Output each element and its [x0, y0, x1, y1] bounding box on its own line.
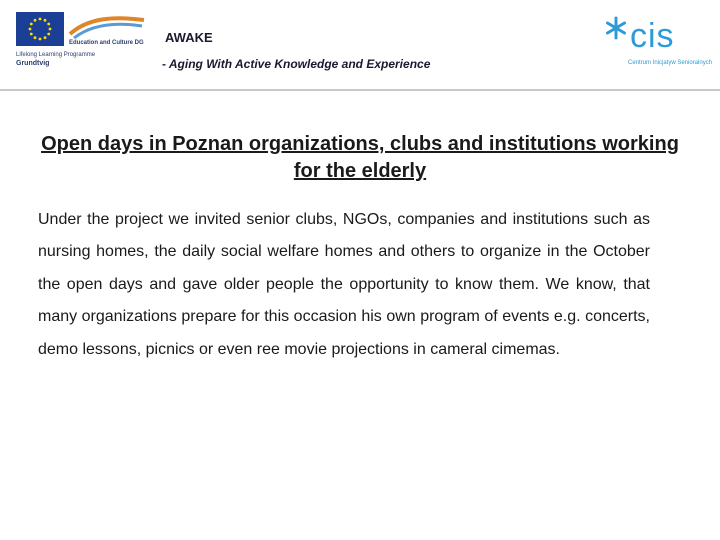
programme-name: Lifelong Learning Programme [16, 52, 96, 58]
header-divider [0, 89, 720, 91]
cis-logo [604, 14, 713, 74]
cis-tagline: Centrum Inicjatyw Senioralnych [628, 60, 713, 66]
programme-line: Education and Culture DG [69, 40, 144, 46]
slide-body-text: Under the project we invited senior clubs, NGOs, companies and institutions such as nursing homes, the daily social welfare homes and others to organize in the October the open days and gave older people the opportunity to know them. We know, that many organizations prepare for this occasion his own program of events e.g. concerts, demo lessons, picnics or even ree movie projections in cameral cimemas. [38, 211, 650, 358]
subprogramme-name: Grundtvig [16, 60, 50, 67]
swoosh-icon [68, 14, 148, 40]
slide-title: Open days in Poznan organizations, clubs and institutions working for the elderly [41, 133, 679, 182]
asterisk-icon [604, 16, 628, 40]
lifelong-learning-logo [16, 12, 161, 70]
eu-flag-icon [16, 12, 64, 46]
cis-wordmark: cis [630, 17, 675, 55]
project-subtitle: - Aging With Active Knowledge and Experience [162, 57, 431, 71]
project-title: AWAKE [165, 30, 213, 45]
slide-header [0, 0, 720, 90]
